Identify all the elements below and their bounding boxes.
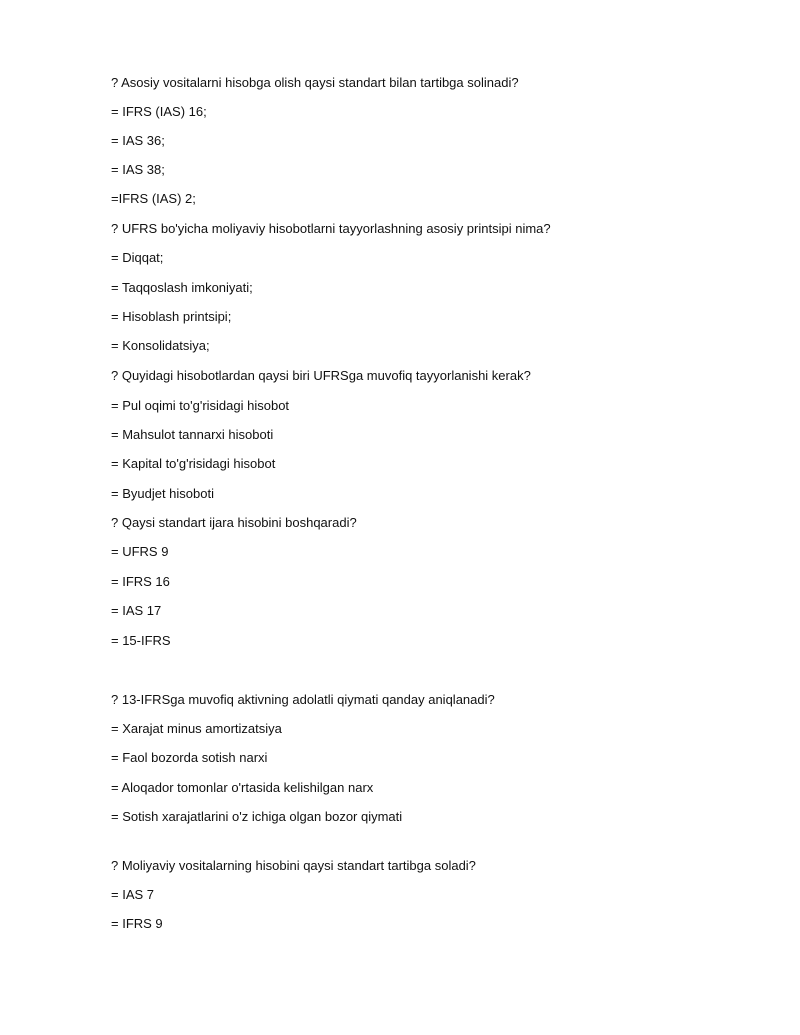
answer-option: = IFRS (IAS) 16; xyxy=(111,104,207,119)
answer-option: = IAS 36; xyxy=(111,133,165,148)
question-text: ? Moliyaviy vositalarning hisobini qaysi standart tartibga soladi? xyxy=(111,858,476,873)
answer-option: = IFRS 16 xyxy=(111,574,170,589)
answer-option: = IAS 38; xyxy=(111,162,165,177)
answer-option: = Byudjet hisoboti xyxy=(111,486,214,501)
question-text: ? UFRS bo'yicha moliyaviy hisobotlarni tayyorlashning asosiy printsipi nima? xyxy=(111,221,551,236)
question-text: ? Quyidagi hisobotlardan qaysi biri UFRSga muvofiq tayyorlanishi kerak? xyxy=(111,368,531,383)
answer-option: = Pul oqimi to'g'risidagi hisobot xyxy=(111,398,290,413)
answer-option: = 15-IFRS xyxy=(111,633,171,648)
answer-option: = IFRS 9 xyxy=(111,916,163,931)
answer-option: =IFRS (IAS) 2; xyxy=(111,191,196,206)
answer-option: = IAS 17 xyxy=(111,603,162,618)
question-text: ? Asosiy vositalarni hisobga olish qaysi standart bilan tartibga solinadi? xyxy=(111,75,519,90)
answer-option: = Taqqoslash imkoniyati; xyxy=(111,280,253,295)
answer-option: = IAS 7 xyxy=(111,887,154,902)
answer-option: = Hisoblash printsipi; xyxy=(111,309,232,324)
answer-option: = Xarajat minus amortizatsiya xyxy=(111,721,282,736)
answer-option: = Mahsulot tannarxi hisoboti xyxy=(111,427,274,442)
answer-option: = Aloqador tomonlar o'rtasida kelishilgan narx xyxy=(111,780,374,795)
answer-option: = Konsolidatsiya; xyxy=(111,338,210,353)
question-text: ? Qaysi standart ijara hisobini boshqaradi? xyxy=(111,515,357,530)
question-text: ? 13-IFRSga muvofiq aktivning adolatli qiymati qanday aniqlanadi? xyxy=(111,692,495,707)
answer-option: = Diqqat; xyxy=(111,250,164,265)
answer-option: = Kapital to'g'risidagi hisobot xyxy=(111,456,276,471)
answer-option: = UFRS 9 xyxy=(111,544,169,559)
answer-option: = Sotish xarajatlarini o'z ichiga olgan bozor qiymati xyxy=(111,809,403,824)
answer-option: = Faol bozorda sotish narxi xyxy=(111,750,268,765)
